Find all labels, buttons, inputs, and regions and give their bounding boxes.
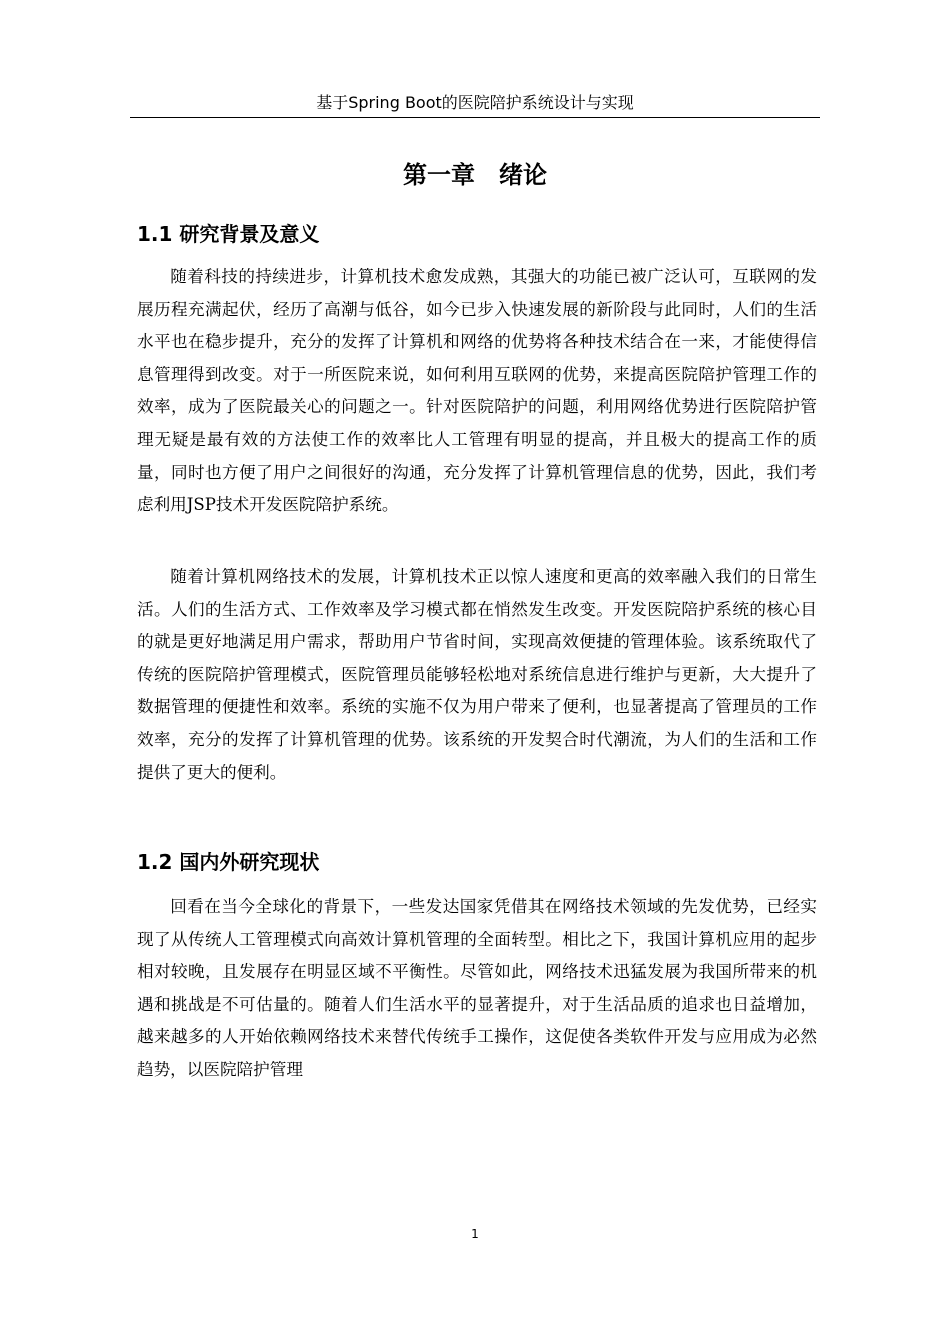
chapter-title: 第一章 绪论 [403, 161, 547, 189]
page-number: 1 [471, 1227, 479, 1241]
paragraph: 随着计算机网络技术的发展，计算机技术正以惊人速度和更高的效率融入我们的日常生活。人们的生活方式、工作效率及学习模式都在悄然发生改变。开发医院陪护系统的核心目的就是更好地满足用户需求，帮助用户节省时间，实现高效便捷的管理体验。该系统取代了传统的医院陪护管理模式，医院管理员能够轻松地对系统信息进行维护与更新，大大提升了数据管理的便捷性和效率。系统的实施不仅为用户带来了便利，也显著提高了管理员的工作效率，充分的发挥了计算机管理的优势。该系统的开发契合时代潮流，为人们的生活和工作提供了更大的便利。 [137, 567, 817, 782]
header-divider [130, 117, 820, 118]
paragraph: 随着科技的持续进步，计算机技术愈发成熟，其强大的功能已被广泛认可，互联网的发展历程充满起伏，经历了高潮与低谷，如今已步入快速发展的新阶段与此同时，人们的生活水平也在稳步提升，充分的发挥了计算机和网络的优势将各种技术结合在一来，才能使得信息管理得到改变。对于一所医院来说，如何利用互联网的优势，来提高医院陪护管理工作的效率，成为了医院最关心的问题之一。针对医院陪护的问题，利用网络优势进行医院陪护管理无疑是最有效的方法使工作的效率比人工管理有明显的提高，并且极大的提高工作的质量，同时也方便了用户之间很好的沟通，充分发挥了计算机管理信息的优势，因此，我们考虑利用JSP技术开发医院陪护系统。 [137, 267, 817, 515]
paragraph: 回看在当今全球化的背景下，一些发达国家凭借其在网络技术领域的先发优势，已经实现了从传统人工管理模式向高效计算机管理的全面转型。相比之下，我国计算机应用的起步相对较晚，且发展存在明显区域不平衡性。尽管如此，网络技术迅猛发展为我国所带来的机遇和挑战是不可估量的。随着人们生活水平的显著提升，对于生活品质的追求也日益增加，越来越多的人开始依赖网络技术来替代传统手工操作，这促使各类软件开发与应用成为必然趋势，以医院陪护管理 [137, 897, 817, 1079]
section-heading-1-1: 1.1 研究背景及意义 [137, 222, 320, 246]
running-header: 基于Spring Boot的医院陪护系统设计与实现 [316, 93, 634, 112]
section-heading-1-2: 1.2 国内外研究现状 [137, 850, 320, 874]
